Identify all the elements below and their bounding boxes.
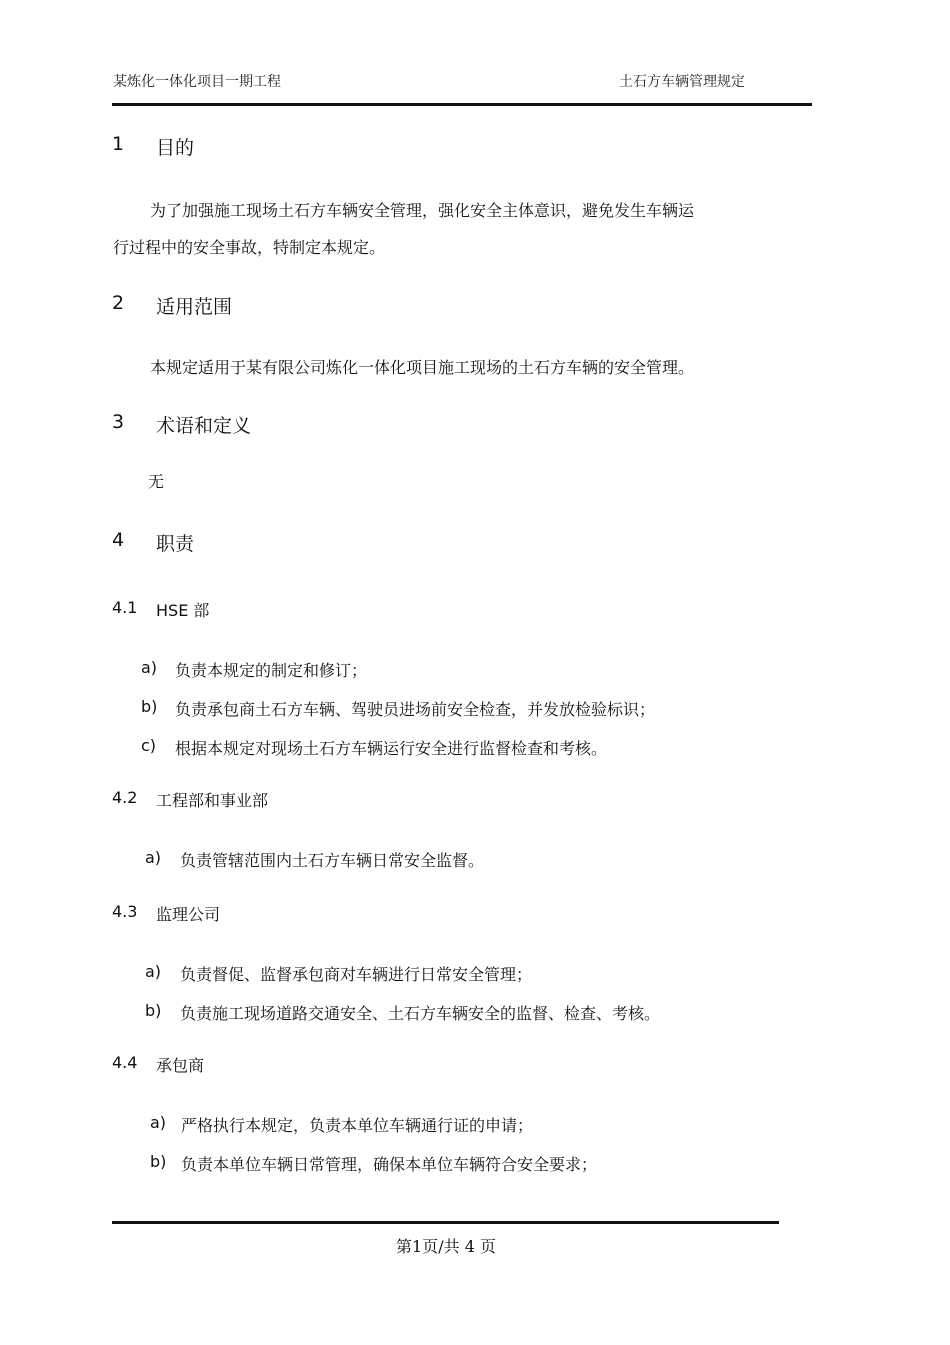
section-4-number: 4 — [112, 529, 125, 551]
subsection-4-3-title: 监理公司 — [156, 905, 221, 924]
section-3-paragraph: 无 — [148, 472, 165, 491]
item-4-3-a-letter: a) — [145, 962, 162, 981]
subsection-4-2-title: 工程部和事业部 — [156, 791, 269, 810]
header-document-title: 土石方车辆管理规定 — [619, 74, 745, 90]
section-4-title: 职责 — [156, 533, 195, 555]
section-1-title: 目的 — [156, 137, 195, 159]
item-4-4-b-letter: b) — [150, 1152, 167, 1171]
section-1-number: 1 — [112, 133, 125, 155]
item-4-4-b-text: 负责本单位车辆日常管理，确保本单位车辆符合安全要求； — [181, 1155, 598, 1174]
subsection-4-2-number: 4.2 — [112, 788, 138, 807]
item-4-1-c-letter: c) — [141, 736, 157, 755]
subsection-4-1-title: HSE 部 — [156, 601, 210, 620]
header-divider — [112, 103, 812, 106]
subsection-4-1-number: 4.1 — [112, 598, 138, 617]
section-3-title: 术语和定义 — [156, 415, 252, 437]
footer-divider — [112, 1221, 779, 1224]
item-4-1-b-text: 负责承包商土石方车辆、驾驶员进场前安全检查，并发放检验标识； — [175, 700, 656, 719]
page-number: 第1页/共 4 页 — [396, 1237, 496, 1256]
subsection-4-4-number: 4.4 — [112, 1053, 138, 1072]
item-4-3-a-text: 负责督促、监督承包商对车辆进行日常安全管理； — [180, 965, 533, 984]
item-4-1-a-letter: a) — [141, 658, 158, 677]
item-4-2-a-letter: a) — [145, 848, 162, 867]
item-4-2-a-text: 负责管辖范围内土石方车辆日常安全监督。 — [180, 851, 485, 870]
section-2-number: 2 — [112, 292, 125, 314]
section-1-paragraph-line-2: 行过程中的安全事故，特制定本规定。 — [113, 238, 386, 257]
item-4-3-b-letter: b) — [145, 1001, 162, 1020]
header-project-name: 某炼化一体化项目一期工程 — [113, 74, 281, 90]
section-3-number: 3 — [112, 411, 125, 433]
item-4-1-c-text: 根据本规定对现场土石方车辆运行安全进行监督检查和考核。 — [175, 739, 608, 758]
item-4-4-a-letter: a) — [150, 1113, 167, 1132]
item-4-3-b-text: 负责施工现场道路交通安全、土石方车辆安全的监督、检查、考核。 — [180, 1004, 661, 1023]
subsection-4-3-number: 4.3 — [112, 902, 138, 921]
section-2-title: 适用范围 — [156, 296, 233, 318]
section-2-paragraph: 本规定适用于某有限公司炼化一体化项目施工现场的土石方车辆的安全管理。 — [150, 358, 695, 377]
subsection-4-4-title: 承包商 — [156, 1056, 205, 1075]
item-4-1-b-letter: b) — [141, 697, 158, 716]
item-4-1-a-text: 负责本规定的制定和修订； — [175, 661, 368, 680]
item-4-4-a-text: 严格执行本规定，负责本单位车辆通行证的申请； — [181, 1116, 534, 1135]
section-1-paragraph-line-1: 为了加强施工现场土石方车辆安全管理，强化安全主体意识，避免发生车辆运 — [150, 201, 695, 220]
